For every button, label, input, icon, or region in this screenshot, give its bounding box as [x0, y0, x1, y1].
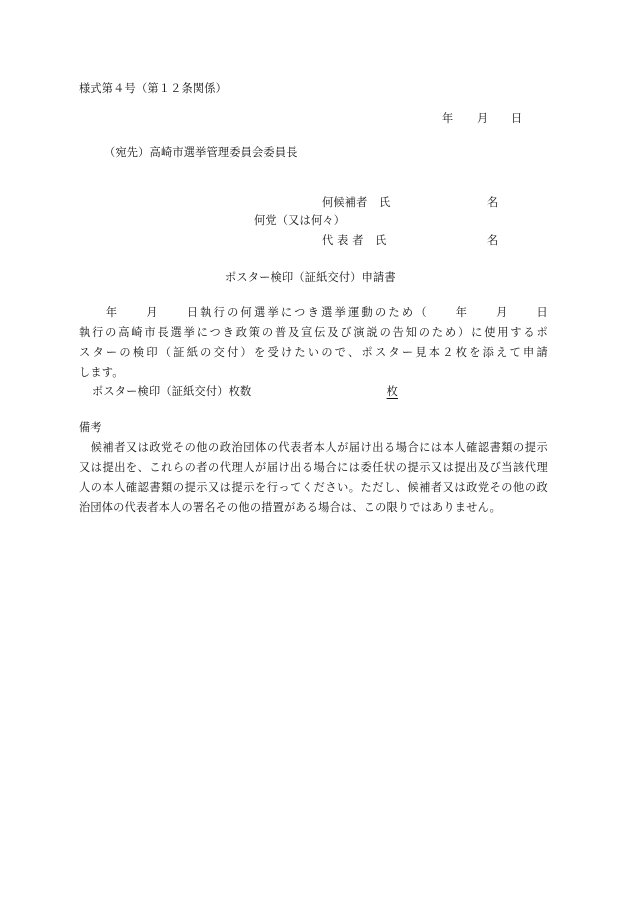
page-title: ポスター検印（証紙交付）申請書 [225, 271, 396, 284]
notes-line-2: 又は提出を、これらの者の代理人が届け出る場合には委任状の提示又は提出及び当該代理 [79, 461, 548, 474]
notes-line-4: 治団体の代表者本人の署名その他の措置がある場合は、この限りではありません。 [79, 501, 502, 514]
candidate-label: 何候補者 氏 [322, 196, 391, 209]
date-day-label: 日 [511, 112, 523, 125]
addressee: （宛先）高崎市選挙管理委員会委員長 [104, 146, 298, 159]
form-number: 様式第４号（第１２条関係） [79, 82, 228, 95]
candidate-name-suffix: 名 [487, 196, 499, 209]
representative-label: 代 表 者 氏 [322, 234, 387, 247]
body-line-2: 執行の高崎市長選挙につき政策の普及宣伝及び演説の告知のため）に使用するポ [79, 326, 548, 339]
date-month-label: 月 [477, 112, 489, 125]
notes-heading: 備考 [79, 421, 102, 434]
body-line-3: スターの検印（証紙の交付）を受けたいので、ポスター見本２枚を添えて申請 [79, 346, 548, 359]
count-unit: 枚 [386, 385, 398, 398]
representative-name-suffix: 名 [487, 234, 499, 247]
notes-line-1: 候補者又は政党その他の政治団体の代表者本人が届け出る場合には本人確認書類の提示 [79, 441, 548, 454]
date-year-label: 年 [442, 112, 454, 125]
party-label: 何党（又は何々） [254, 214, 346, 227]
body-line-1: 年 月 日執行の何選挙につき選挙運動のため（ 年 月 日 [79, 306, 548, 319]
count-label: ポスター検印（証紙交付）枚数 [92, 385, 252, 398]
body-line-4: します。 [79, 366, 124, 379]
notes-line-3: 人の本人確認書類の提示又は提示を行ってください。ただし、候補者又は政党その他の政 [79, 481, 548, 494]
